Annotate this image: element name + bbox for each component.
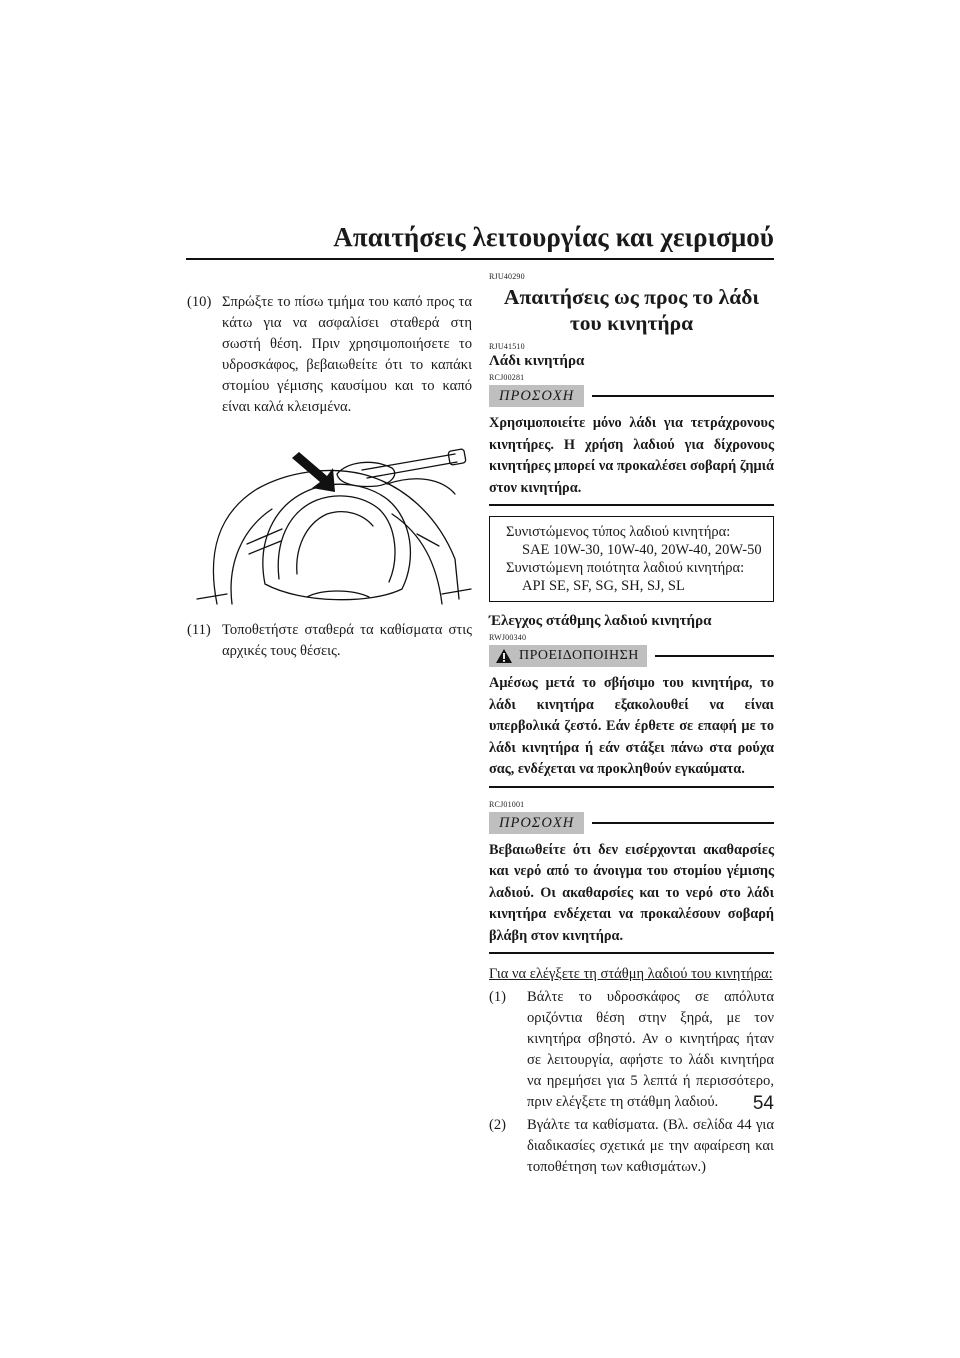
- warning-label: ΠΡΟΕΙΔΟΠΟΙΗΣΗ: [519, 648, 639, 663]
- caution-end-rule: [489, 952, 774, 954]
- caution-text: Χρησιμοποιείτε μόνο λάδι για τετράχρονους κινητήρες. Η χρήση λαδιού για δίχρονους κινητήρες μπορεί να προκαλέσει σοβαρή ζημιά στον κινητήρα.: [489, 415, 774, 496]
- oil-quality-label: Συνιστώμενη ποιότητα λαδιού κινητήρα:: [506, 560, 745, 576]
- left-column: [187, 292, 472, 662]
- reference-code: RWJ00340: [489, 633, 527, 642]
- push-arrow-icon: [292, 452, 335, 492]
- warning-label-box: [489, 645, 647, 667]
- check-step-1: [489, 987, 774, 1113]
- caution-label: ΠΡΟΣΟΧΗ: [489, 812, 584, 834]
- right-column: [489, 272, 774, 1178]
- caution-rule: [592, 395, 774, 397]
- warning-rule: [655, 655, 774, 657]
- step-number: (2): [489, 1117, 507, 1133]
- caution-header: [489, 812, 774, 834]
- reference-code: RJU41510: [489, 342, 525, 351]
- caution-end-rule: [489, 504, 774, 506]
- section-title: Απαιτήσεις ως προς το λάδι του κινητήρα: [503, 285, 760, 335]
- warning-triangle-icon: [495, 648, 513, 664]
- step-11: [187, 620, 472, 662]
- caution-rule: [592, 822, 774, 824]
- page-number: 54: [752, 1093, 774, 1114]
- caution-label: ΠΡΟΣΟΧΗ: [489, 385, 584, 407]
- check-step-2: [489, 1115, 774, 1178]
- caution-header: [489, 385, 774, 407]
- reference-code: RCJ01001: [489, 799, 525, 809]
- reference-code: RCJ00281: [489, 373, 525, 382]
- page-header-title: Απαιτήσεις λειτουργίας και χειρισμού: [333, 222, 774, 252]
- oil-type-value: SAE 10W-30, 10W-40, 20W-40, 20W-50: [522, 542, 762, 558]
- warning-text: Αμέσως μετά το σβήσιμο του κινητήρα, το λάδι κινητήρα εξακολουθεί να είναι υπερβολικά ζεστό. Εάν έρθετε σε επαφή με το λάδι κινητήρα ή εάν στάξει πάνω στα ρούχα σας, ενδέχεται να προκληθούν εγκαύματα.: [489, 675, 774, 777]
- watercraft-hood-illustration: [187, 434, 472, 609]
- step-number: (10): [187, 294, 212, 310]
- step-number: (1): [489, 989, 507, 1005]
- warning-header: [489, 645, 774, 667]
- step-10: [187, 292, 472, 418]
- subsection-title: Έλεγχος στάθμης λαδιού κινητήρα: [489, 613, 712, 629]
- warning-end-rule: [489, 786, 774, 788]
- reference-code: RJU40290: [489, 272, 525, 281]
- caution-text: Βεβαιωθείτε ότι δεν εισέρχονται ακαθαρσίες και νερό από το άνοιγμα του στομίου γέμισης λαδιού. Οι ακαθαρσίες και το νερό στο λάδι κινητήρα ενδέχεται να προκαλέσουν σοβαρή βλάβη στον κινητήρα.: [489, 841, 774, 944]
- oil-quality-value: API SE, SF, SG, SH, SJ, SL: [522, 578, 685, 594]
- header-rule: [186, 258, 774, 260]
- subsection-title: Λάδι κινητήρα: [489, 353, 585, 369]
- step-number: (11): [187, 622, 211, 638]
- oil-type-label: Συνιστώμενος τύπος λαδιού κινητήρα:: [506, 524, 731, 540]
- step-text: Βάλτε το υδροσκάφος σε απόλυτα οριζόντια θέση στην ξηρά, με τον κινητήρα σβηστό. Αν ο κινητήρας ήταν σε λειτουργία, αφήστε το λάδι κινητήρα να ηρεμήσει για 5 λεπτά ή περισσότερο, πριν ελέγξετε τη στάθμη λαδιού.: [527, 989, 774, 1110]
- step-text: Βγάλτε τα καθίσματα. (Βλ. σελίδα 44 για διαδικασίες σχετικά με την αφαίρεση και τοποθέτηση των καθισμάτων.): [527, 1117, 774, 1175]
- step-text: Σπρώξτε το πίσω τμήμα του καπό προς τα κάτω για να ασφαλίσει σταθερά στη σωστή θέση. Πριν χρησιμοποιήσετε το υδροσκάφος, βεβαιωθείτε ότι το καπάκι στομίου γέμισης καυσίμου και το καπό είναι καλά κλεισμένα.: [222, 294, 472, 415]
- step-text: Τοποθετήστε σταθερά τα καθίσματα στις αρχικές τους θέσεις.: [222, 622, 472, 659]
- oil-spec-box: [489, 516, 774, 602]
- check-intro: Για να ελέγξετε τη στάθμη λαδιού του κινητήρα:: [489, 966, 773, 982]
